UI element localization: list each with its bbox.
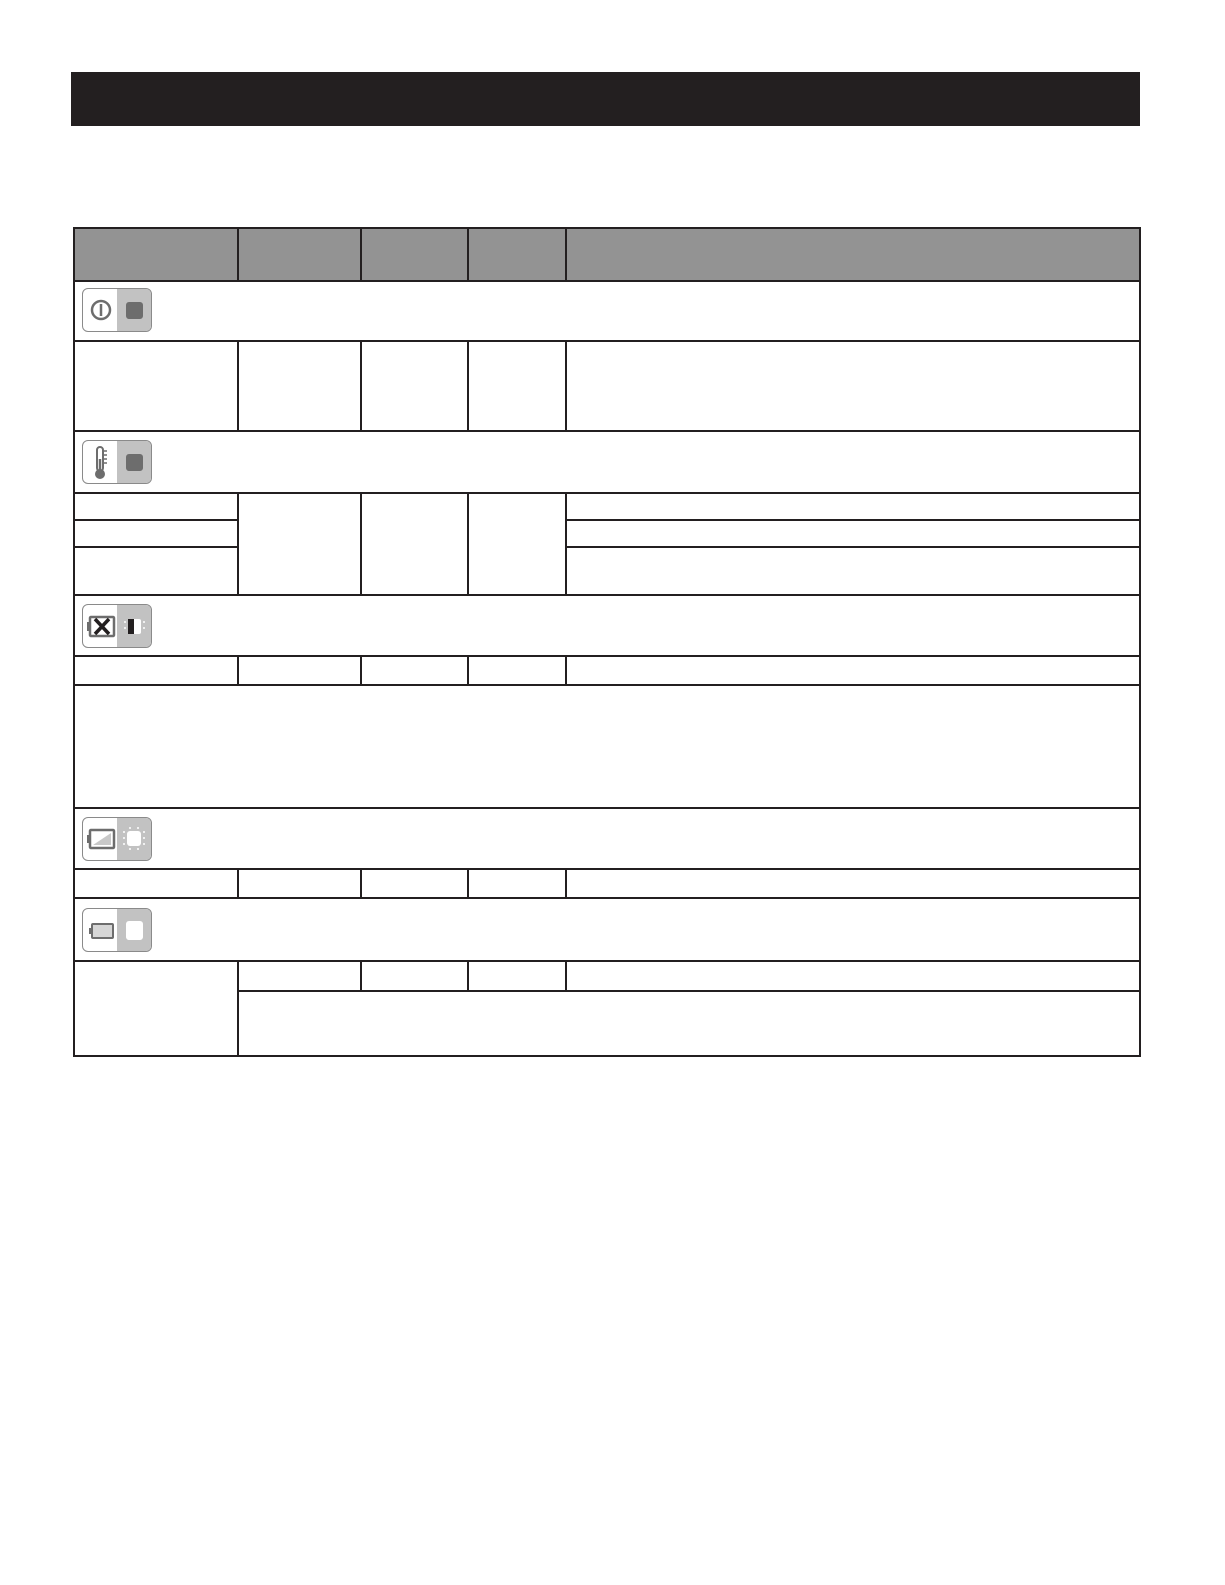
col-divider <box>565 655 567 686</box>
header-divider <box>565 227 567 282</box>
col-divider <box>237 868 239 899</box>
battery-fault-indicator-icon <box>82 604 152 648</box>
row-divider <box>73 594 1141 596</box>
row-divider <box>73 492 1141 494</box>
power-indicator-icon <box>82 288 152 332</box>
row-divider <box>565 546 1141 548</box>
col-divider <box>467 492 469 596</box>
row-divider <box>565 519 1141 521</box>
battery-low-indicator-icon <box>82 908 152 952</box>
row-divider <box>73 340 1141 342</box>
col-divider <box>360 655 362 686</box>
row-divider <box>73 897 1141 899</box>
col-divider <box>360 960 362 992</box>
col-divider <box>237 492 239 596</box>
row-divider <box>73 430 1141 432</box>
row-divider <box>73 960 1141 962</box>
col-divider <box>565 868 567 899</box>
col-divider <box>565 340 567 432</box>
row-divider <box>73 655 1141 657</box>
col-divider <box>360 868 362 899</box>
page-title-banner <box>71 72 1140 126</box>
header-divider <box>360 227 362 282</box>
col-divider <box>565 960 567 992</box>
row-divider <box>73 868 1141 870</box>
col-divider <box>237 340 239 432</box>
battery-low-flashing-indicator-icon <box>82 817 152 861</box>
col-divider <box>467 960 469 992</box>
col-divider <box>565 492 567 596</box>
row-divider <box>73 684 1141 686</box>
col-divider <box>360 492 362 596</box>
col-divider <box>467 340 469 432</box>
row-divider <box>73 546 239 548</box>
col-divider <box>360 340 362 432</box>
col-divider <box>467 868 469 899</box>
table-header-row <box>73 227 1141 282</box>
row-divider <box>73 807 1141 809</box>
header-divider <box>237 227 239 282</box>
temperature-indicator-icon <box>82 440 152 484</box>
col-divider <box>467 655 469 686</box>
row-divider <box>237 990 1141 992</box>
header-divider <box>467 227 469 282</box>
row-divider <box>73 519 239 521</box>
col-divider <box>237 655 239 686</box>
indicator-table <box>73 227 1141 1057</box>
col-divider <box>237 960 239 1057</box>
